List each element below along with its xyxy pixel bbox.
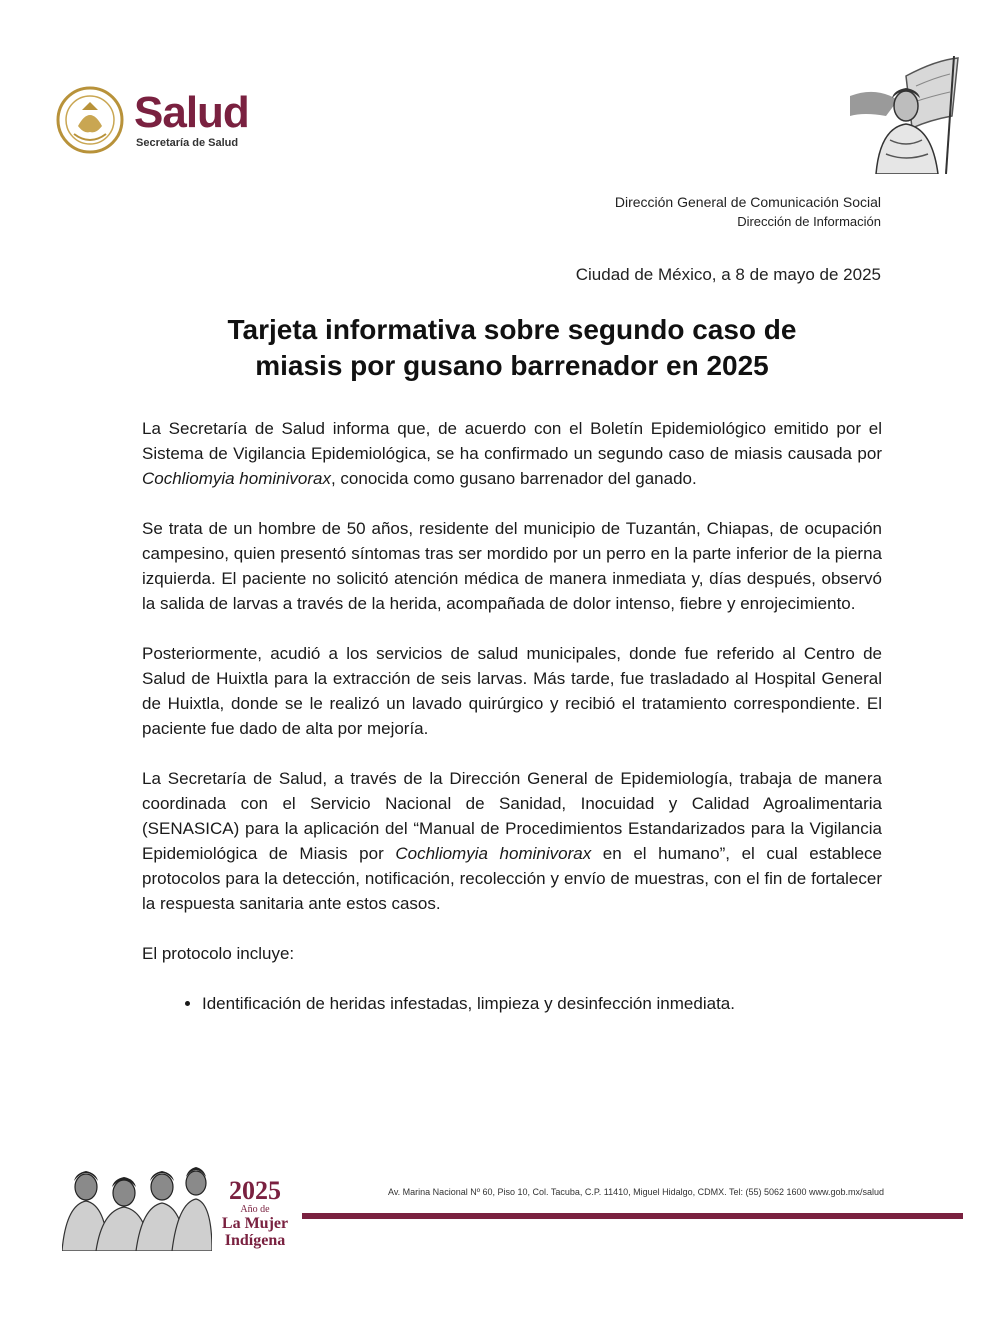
indigenous-women-illustration	[62, 1155, 212, 1251]
paragraph-2: Se trata de un hombre de 50 años, residente del municipio de Tuzantán, Chiapas, de ocupación campesino, quien presentó síntomas tras ser mordido por un perro en la parte inferior de la pierna izquierda. El paciente no solicitó atención médica de manera inmediata y, días después, observó la salida de larvas a través de la herida, acompañada de dolor intenso, fiebre y enrojecimiento.	[142, 519, 882, 613]
badge-line-1: La Mujer	[221, 1215, 289, 1232]
paragraph-5: El protocolo incluye:	[142, 944, 295, 963]
badge-year: 2025	[229, 1176, 281, 1205]
logo-subtitle: Secretaría de Salud	[136, 137, 239, 149]
paragraph-3: Posteriormente, acudió a los servicios de salud municipales, donde fue referido al Centro de Salud de Huixtla para la extracción de seis larvas. Más tarde, fue trasladado al Hospital General de Huixtla, donde se le realizó un lavado quirúrgico y recibió el tratamiento correspondiente. El paciente fue dado de alta por mejoría.	[142, 644, 882, 738]
paragraph-1	[142, 416, 882, 491]
logo-title: Salud	[134, 88, 249, 137]
species-name: Cochliomyia hominivorax	[395, 844, 592, 863]
footer-divider	[302, 1213, 963, 1219]
title-line-2: miasis por gusano barrenador en 2025	[255, 350, 769, 381]
office-line-1: Dirección General de Comunicación Social	[614, 194, 881, 210]
document-title	[142, 312, 882, 384]
paragraph-4-text-b: en el humano”, el cual establece protocolos para la detección, notificación, recolección y envío de muestras, con el fin de fortalecer la respuesta sanitaria ante estos casos.	[142, 844, 882, 913]
year-badge	[218, 1178, 292, 1249]
national-seal-icon	[56, 86, 124, 154]
paragraph-1-text-a: La Secretaría de Salud informa que, de acuerdo con el Boletín Epidemiológico emitido por el Sistema de Vigilancia Epidemiológica, se ha confirmado un segundo caso de miasis causada por	[142, 419, 882, 463]
list-item: • Identificación de heridas infestadas, limpieza y desinfección inmediata.	[202, 991, 882, 1016]
paragraph-1-text-b: , conocida como gusano barrenador del ganado.	[330, 469, 697, 488]
office-info	[615, 192, 881, 232]
paragraph-4-text-a: La Secretaría de Salud, a través de la Dirección General de Epidemiología, trabaja de manera coordinada con el Servicio Nacional de Sanidad, Inocuidad y Calidad Agroalimentaria (SENASICA) para la aplicación del “Manual de Procedimientos Estandarizados para la Vigilancia Epidemiológica de Miasis por	[142, 769, 882, 863]
badge-line-2: Indígena	[224, 1232, 286, 1249]
badge-small-text: Año de	[240, 1204, 270, 1215]
document-body	[142, 416, 882, 1016]
date-line: Ciudad de México, a 8 de mayo de 2025	[575, 265, 881, 284]
protocol-list	[142, 991, 882, 1016]
woman-with-flag-illustration	[846, 56, 962, 174]
office-line-2: Dirección de Información	[737, 214, 881, 229]
salud-logo	[56, 86, 249, 154]
species-name: Cochliomyia hominivorax	[142, 469, 331, 488]
paragraph-4	[142, 766, 882, 916]
footer-address: Av. Marina Nacional Nº 60, Piso 10, Col. Tacuba, C.P. 11410, Miguel Hidalgo, CDMX. Tel: (55) 5062 1600 www.gob.mx/salud	[388, 1187, 885, 1197]
title-line-1: Tarjeta informativa sobre segundo caso de	[227, 314, 797, 345]
